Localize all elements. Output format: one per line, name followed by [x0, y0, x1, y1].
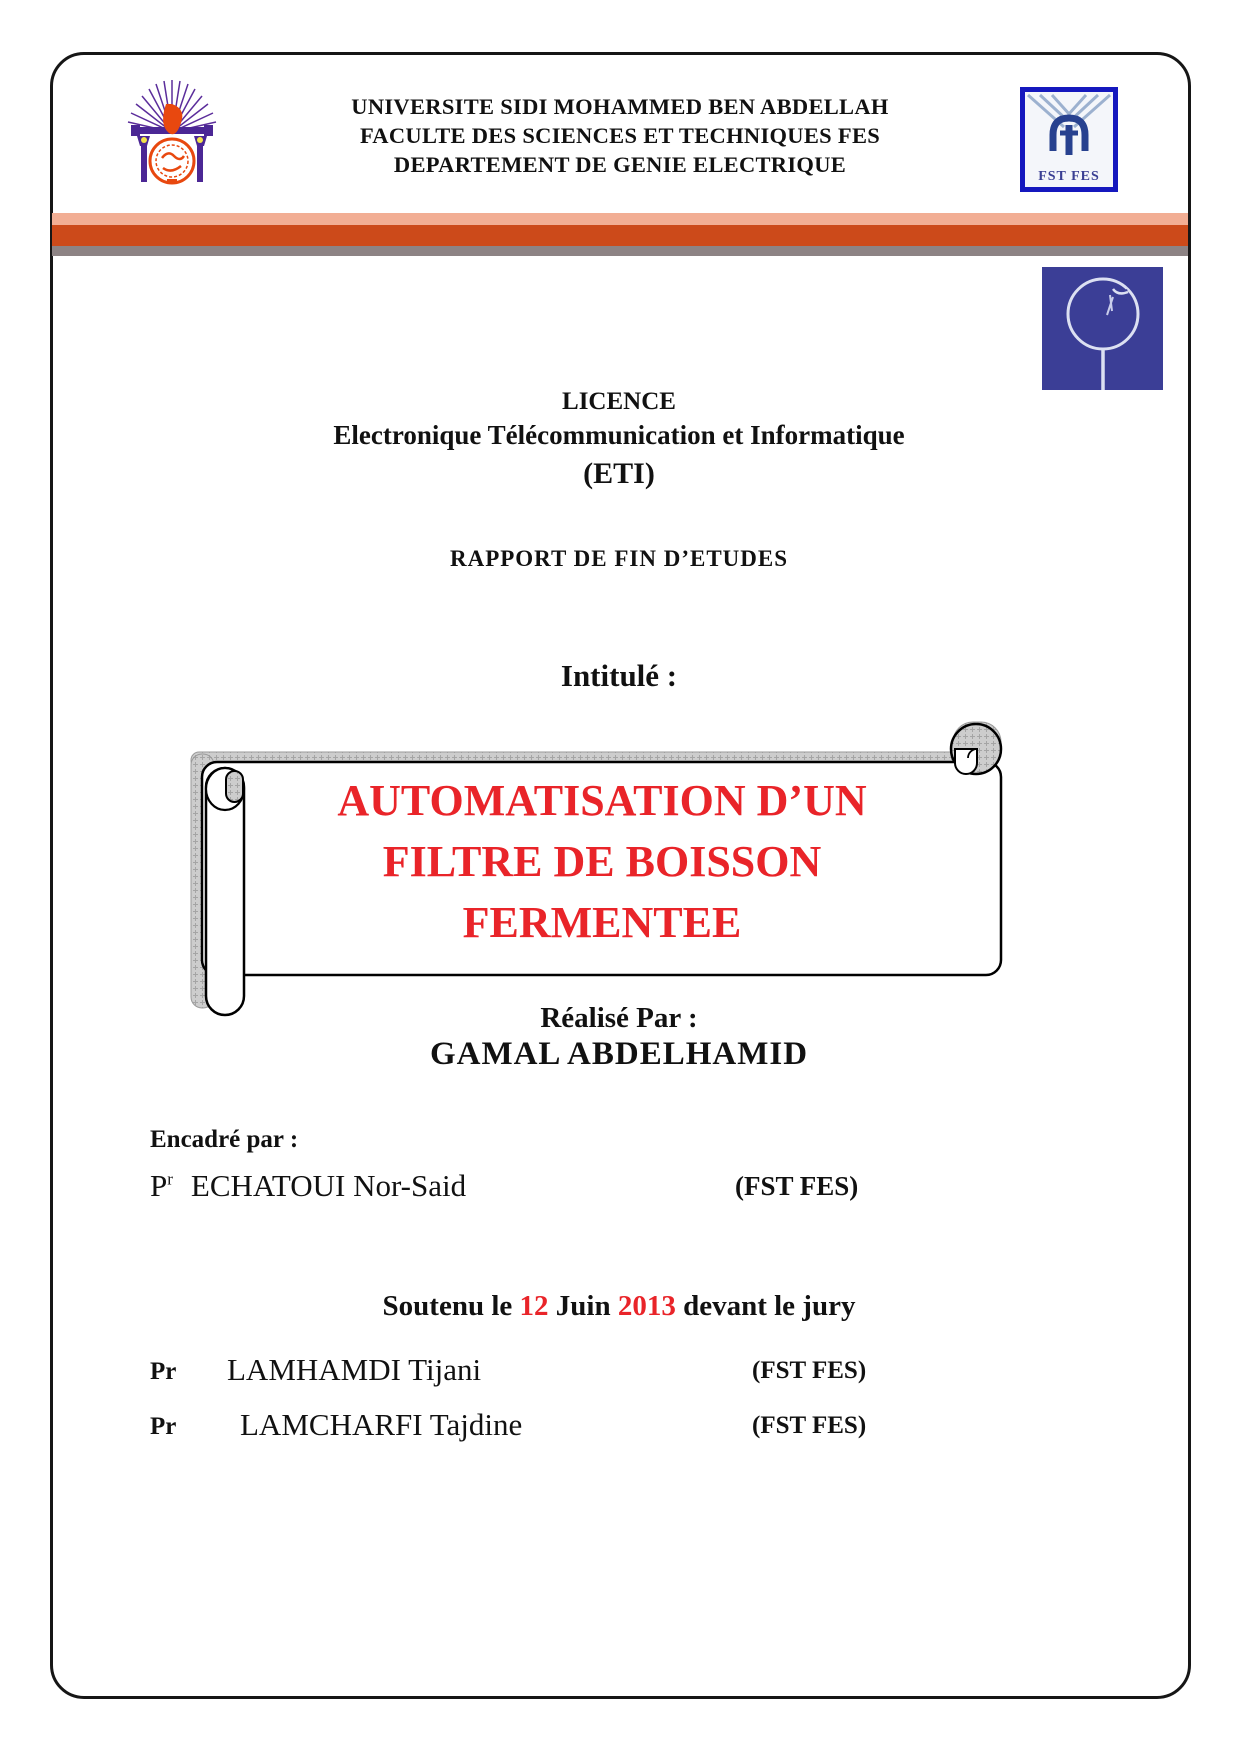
jury-row [0, 1352, 1240, 1398]
rule-dark-band [52, 225, 1188, 246]
defense-day: 12 [519, 1290, 549, 1322]
author-caption: Réalisé Par : [540, 1002, 698, 1034]
supervisor-name [150, 1168, 466, 1204]
supervisor-affiliation: (FST FES) [735, 1171, 859, 1201]
jury-affiliation: (FST FES) [752, 1357, 867, 1384]
rule-light-band [52, 213, 1188, 225]
jury-row [0, 1407, 1240, 1453]
speciality-abbr: (ETI) [583, 457, 655, 490]
defense-suffix: devant le jury [675, 1290, 856, 1322]
title-caption: Intitulé : [560, 658, 678, 693]
masthead [250, 92, 990, 179]
defense-prefix: Soutenu le [382, 1290, 520, 1322]
university-logo-icon [123, 76, 221, 194]
jury-title: Pr [150, 1413, 177, 1440]
fst-fes-logo-icon [1020, 87, 1118, 192]
department-name: DEPARTEMENT DE GENIE ELECTRIQUE [393, 152, 847, 177]
supervisor-caption: Encadré par : [150, 1126, 299, 1153]
report-type-label: RAPPORT DE FIN D’ETUDES [449, 546, 789, 571]
tricolor-rule [52, 213, 1188, 256]
circle-stem-logo-icon [1042, 267, 1163, 390]
defense-month: Juin [548, 1290, 618, 1322]
jury-affiliation: (FST FES) [752, 1412, 867, 1439]
jury-name: LAMHAMDI Tijani [227, 1352, 482, 1387]
svg-text:FST FES: FST FES [1038, 169, 1100, 184]
author-name: GAMAL ABDELHAMID [429, 1036, 809, 1072]
report-title [202, 770, 1002, 953]
supervisor-row [0, 1168, 1240, 1214]
degree-label: LICENCE [562, 388, 676, 415]
defense-line [50, 1290, 1188, 1323]
jury-title: Pr [150, 1358, 177, 1385]
report-title-line3: FERMENTEE [462, 898, 742, 947]
rule-gray-band [52, 246, 1188, 256]
report-title-line1: AUTOMATISATION D’UN [337, 776, 867, 825]
defense-year: 2013 [617, 1290, 676, 1322]
supervisor-title-sup: r [167, 1169, 173, 1189]
speciality-label: Electronique Télécommunication et Informatique [333, 420, 905, 450]
report-title-line2: FILTRE DE BOISSON [382, 837, 822, 886]
university-name: UNIVERSITE SIDI MOHAMMED BEN ABDELLAH [351, 94, 889, 119]
jury-name: LAMCHARFI Tajdine [240, 1407, 523, 1442]
faculty-name: FACULTE DES SCIENCES ET TECHNIQUES FES [359, 123, 881, 148]
supervisor-full-name: ECHATOUI Nor-Said [190, 1168, 467, 1203]
supervisor-title: P [150, 1168, 168, 1203]
